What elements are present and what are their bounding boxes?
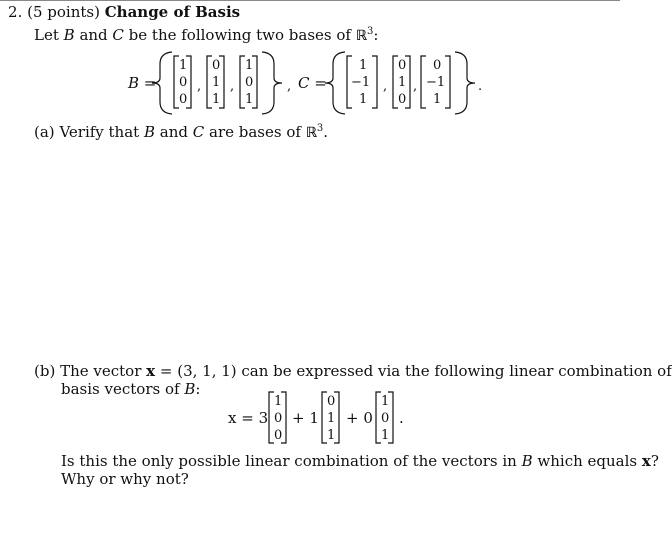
c-vec3-right-bracket <box>445 56 450 108</box>
c-separator-2: , <box>413 79 418 94</box>
real-space-symbol: ℝ <box>355 28 367 44</box>
c-separator-1: , <box>383 79 388 94</box>
combo-lhs: x = 3 <box>228 409 269 427</box>
c-right-brace <box>455 52 475 114</box>
part-b-label: (b) <box>34 362 56 380</box>
basis-c-symbol: C <box>112 26 124 44</box>
c-vec1-right-bracket <box>372 56 377 108</box>
problem-points: (5 points) <box>27 3 100 21</box>
b-separator-1: , <box>197 79 202 94</box>
vector-x-symbol: x <box>146 362 156 380</box>
b-right-brace <box>262 52 282 114</box>
b-left-brace <box>152 52 172 114</box>
b-separator-2: , <box>230 79 235 94</box>
part-b-question: Is this the only possible linear combination of the vectors in B which equals x? <box>61 452 659 470</box>
combo-plus-1: + 1 <box>292 409 319 427</box>
combo-end-dot: . <box>399 409 404 427</box>
combo-plus-2: + 0 <box>346 409 373 427</box>
c-left-brace <box>325 52 345 114</box>
c-end-dot: . <box>478 79 483 94</box>
basis-b-symbol: B <box>63 26 75 44</box>
problem-title: Change of Basis <box>104 3 241 21</box>
part-b-followup: Why or why not? <box>61 470 189 488</box>
part-b-line2: basis vectors of B: <box>61 380 201 398</box>
part-b-line1: (b) The vector x = (3, 1, 1) can be expressed via the following linear combination of <box>34 362 672 380</box>
b-separator-end: , <box>287 79 292 94</box>
basis-b-label: B = <box>128 74 157 92</box>
basis-c-label: C = <box>298 74 327 92</box>
intro-text: Let B and C be the following two bases of ℝ$^3$: <box>34 26 379 44</box>
problem-number: 2. <box>8 3 23 21</box>
part-a-label: (a) <box>34 123 55 141</box>
part-a-text: (a) Verify that B and C are bases of ℝ$^3$. <box>34 123 329 141</box>
